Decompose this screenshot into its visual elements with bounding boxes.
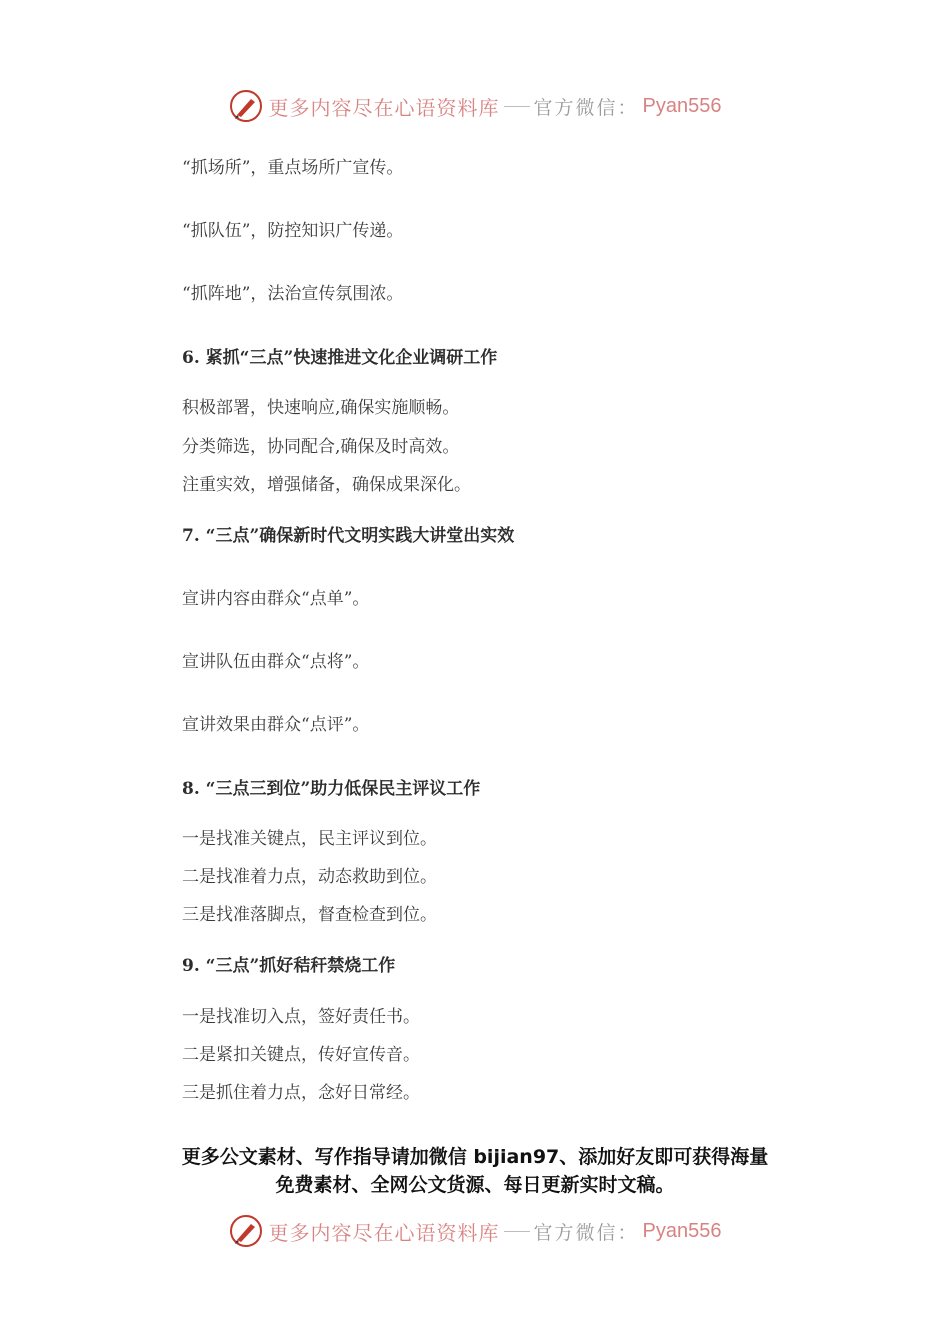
paragraph-line: 一是找准关键点，民主评议到位。: [182, 829, 437, 849]
banner-wechat-id: Pyan556: [642, 1219, 722, 1242]
paragraph-line: “抓阵地”，法治宣传氛围浓。: [182, 284, 404, 304]
footer-note-line: 更多公文素材、写作指导请加微信 bijian97、添加好友即可获得海量: [181, 1146, 769, 1168]
footer-note-line: 免费素材、全网公文货源、每日更新实时文稿。: [275, 1174, 675, 1196]
section-heading: 6. 紧抓“三点”快速推进文化企业调研工作: [182, 348, 498, 368]
pen-logo-icon: [229, 1214, 263, 1248]
banner-wechat-label: 官方微信：: [533, 96, 639, 119]
paragraph-line: 二是找准着力点，动态救助到位。: [182, 867, 437, 887]
banner-divider: [504, 1231, 530, 1232]
section-heading: 7. “三点”确保新时代文明实践大讲堂出实效: [182, 526, 515, 546]
paragraph-line: “抓队伍”，防控知识广传递。: [182, 221, 404, 241]
banner-wechat-id: Pyan556: [642, 94, 722, 117]
paragraph-line: 三是找准落脚点，督查检查到位。: [182, 905, 437, 925]
header-banner: [0, 86, 950, 126]
section-heading: 8. “三点三到位”助力低保民主评议工作: [182, 779, 481, 799]
paragraph-line: “抓场所”，重点场所广宣传。: [182, 158, 404, 178]
banner-main-text: 更多内容尽在心语资料库: [268, 1220, 500, 1245]
paragraph-line: 宣讲队伍由群众“点将”。: [182, 652, 370, 672]
banner-wechat-label: 官方微信：: [533, 1221, 639, 1244]
paragraph-line: 三是抓住着力点，念好日常经。: [182, 1083, 420, 1103]
footer-note: [0, 1143, 950, 1199]
footer-banner: [0, 1211, 950, 1251]
paragraph-line: 注重实效，增强储备，确保成果深化。: [182, 475, 471, 495]
paragraph-line: 二是紧扣关键点，传好宣传音。: [182, 1045, 420, 1065]
paragraph-line: 积极部署，快速响应,确保实施顺畅。: [182, 398, 460, 418]
paragraph-line: 宣讲内容由群众“点单”。: [182, 589, 370, 609]
pen-logo-icon: [229, 89, 263, 123]
banner-main-text: 更多内容尽在心语资料库: [268, 95, 500, 120]
banner-divider: [504, 106, 530, 107]
paragraph-line: 分类筛选，协同配合,确保及时高效。: [182, 437, 460, 457]
section-heading: 9. “三点”抓好秸秆禁烧工作: [182, 956, 396, 976]
paragraph-line: 宣讲效果由群众“点评”。: [182, 715, 370, 735]
paragraph-line: 一是找准切入点，签好责任书。: [182, 1007, 420, 1027]
